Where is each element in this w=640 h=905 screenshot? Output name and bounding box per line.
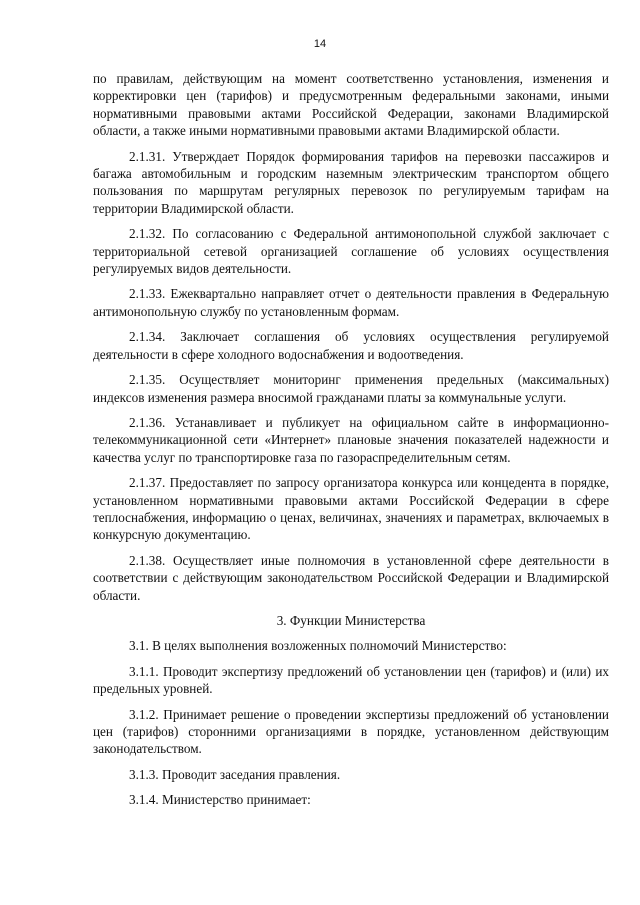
paragraph-2-1-32: 2.1.32. По согласованию с Федеральной антимонопольной службой заключает с территориальной сетевой организацией соглашение об условиях осуществления регулируемых видов деятельности. bbox=[93, 226, 609, 277]
paragraph-2-1-34: 2.1.34. Заключает соглашения об условиях осуществления регулируемой деятельности в сфере холодного водоснабжения и водоотведения. bbox=[93, 329, 609, 362]
paragraph-2-1-36: 2.1.36. Устанавливает и публикует на официальном сайте в информационно-телекоммуникационной сети «Интернет» плановые значения показателей надежности и качества услуг по транспортировке газа по газораспределительным сетям. bbox=[93, 414, 609, 465]
paragraph-2-1-37: 2.1.37. Предоставляет по запросу организатора конкурса или концедента в порядке, установленном нормативными правовыми актами Российской Федерации в сфере теплоснабжения, информацию о ценах, величинах, значениях и параметрах, включаемых в конкурсную документацию. bbox=[93, 475, 609, 543]
paragraph-3-1: 3.1. В целях выполнения возложенных полномочий Министерство: bbox=[129, 638, 507, 654]
paragraph-3-1-4: 3.1.4. Министерство принимает: bbox=[129, 792, 311, 808]
section-heading: 3. Функции Министерства bbox=[276, 612, 426, 628]
paragraph-2-1-33: 2.1.33. Ежеквартально направляет отчет о деятельности правления в Федеральную антимонопольную службу по установленным формам. bbox=[93, 286, 609, 319]
paragraph-3-1-1: 3.1.1. Проводит экспертизу предложений об установлении цен (тарифов) и (или) их предельных уровней. bbox=[93, 663, 609, 697]
document-body bbox=[93, 70, 609, 817]
paragraph-2-1-31: 2.1.31. Утверждает Порядок формирования тарифов на перевозки пассажиров и багажа автомобильным и городским наземным электрическим транспортом общего пользования по маршрутам регулярных перевозок по регулируемым тарифам на территории Владимирской области. bbox=[93, 148, 609, 216]
paragraph-2-1-35: 2.1.35. Осуществляет мониторинг применения предельных (максимальных) индексов изменения размера вносимой гражданами платы за коммунальные услуги. bbox=[93, 372, 609, 405]
paragraph-3-1-2: 3.1.2. Принимает решение о проведении экспертизы предложений об установлении цен (тарифов) сторонними организациями в порядке, установленном действующим законодательством. bbox=[93, 706, 609, 757]
paragraph-2-1-38: 2.1.38. Осуществляет иные полномочия в установленной сфере деятельности в соответствии с действующим законодательством Российской Федерации и Владимирской области. bbox=[93, 552, 609, 603]
paragraph-continuation: по правилам, действующим на момент соответственно установления, изменения и корректировки цен (тарифов) и предусмотренным федеральными законами, иными нормативными правовыми актами Российской Федерации, законами Владимирской области, а также иными нормативными правовыми актами Владимирской области. bbox=[93, 71, 609, 139]
page-number: 14 bbox=[313, 38, 327, 50]
paragraph-3-1-3: 3.1.3. Проводит заседания правления. bbox=[129, 766, 341, 782]
